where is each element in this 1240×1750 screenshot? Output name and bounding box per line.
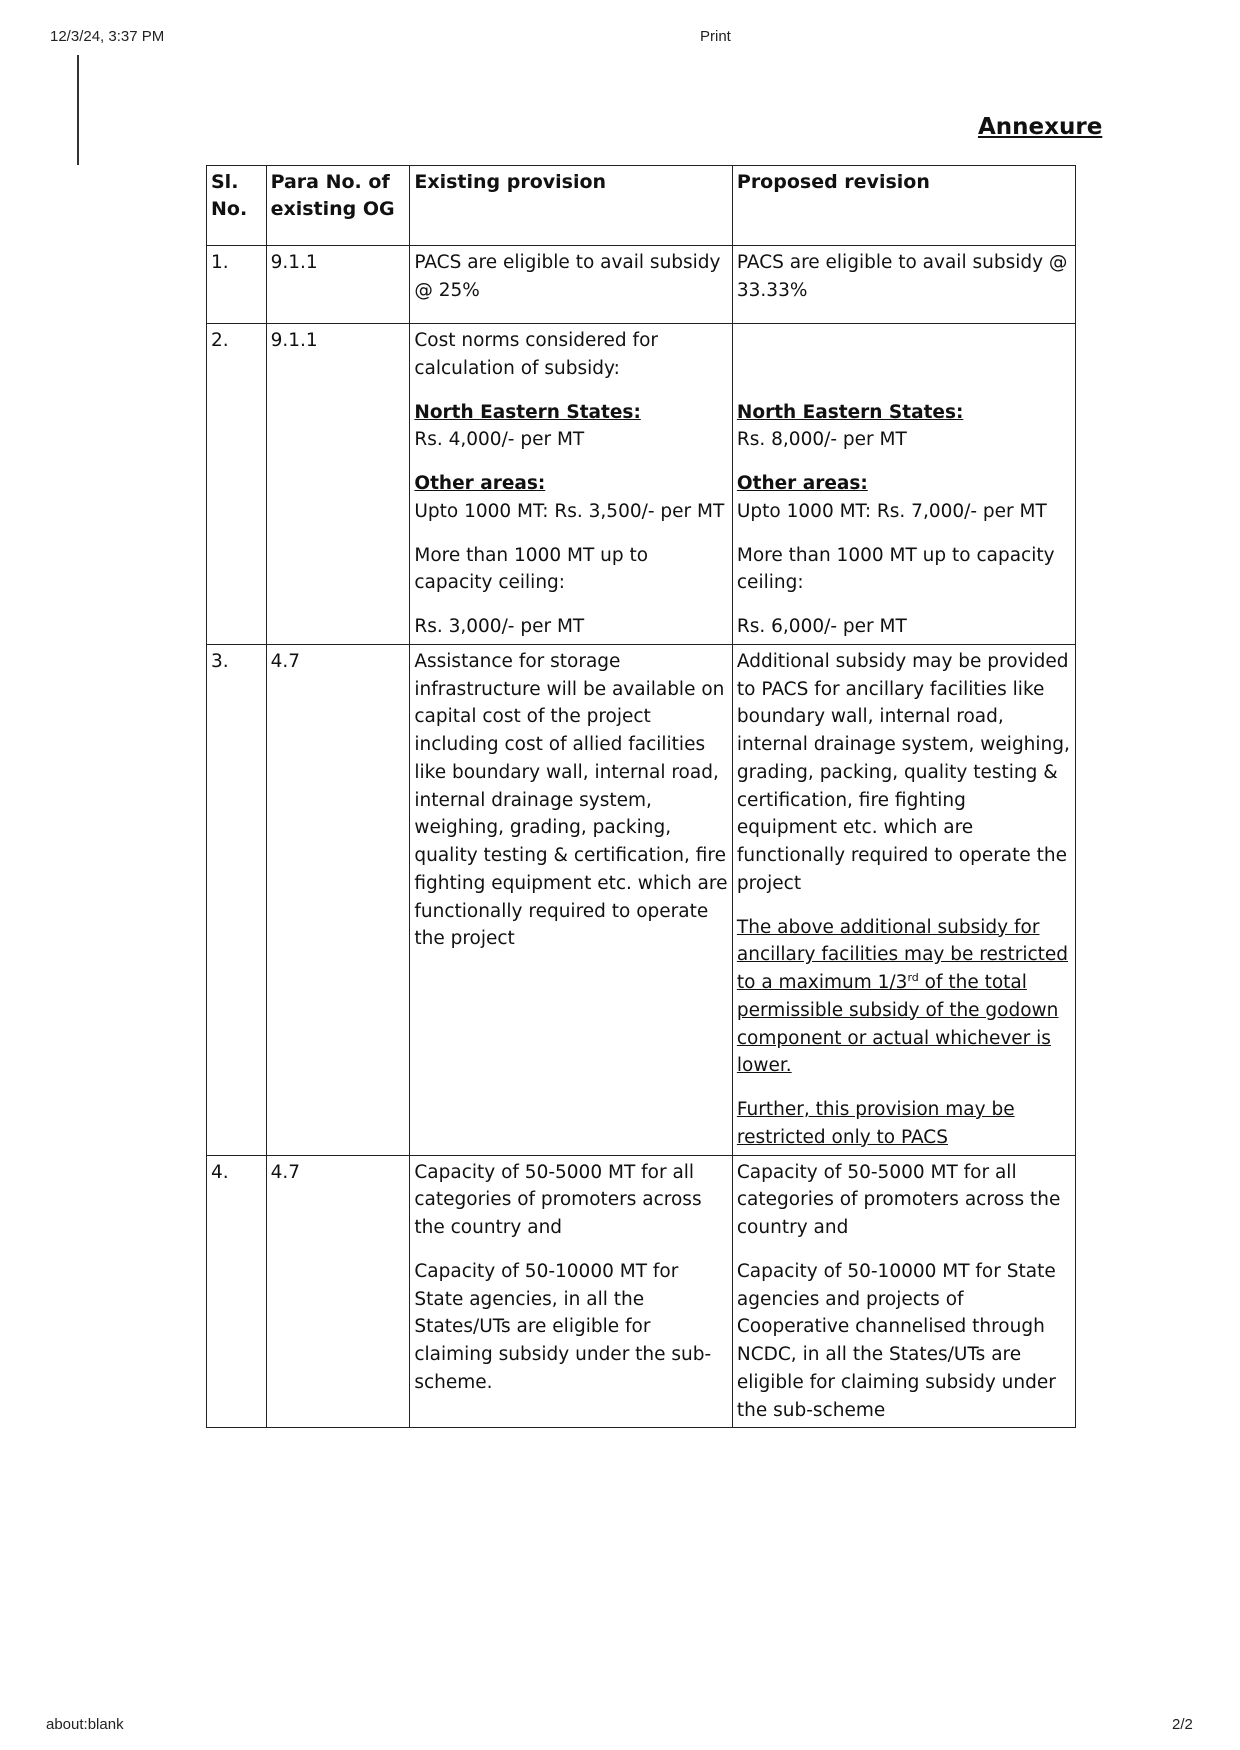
header-para-no: Para No. of existing OG bbox=[266, 166, 410, 246]
provision-table bbox=[206, 165, 1076, 1428]
row-1-existing: PACS are eligible to avail subsidy @ 25% bbox=[410, 246, 733, 324]
print-page-title: Print bbox=[700, 28, 731, 45]
header-sl-no: Sl. No. bbox=[207, 166, 267, 246]
row-2-proposed-more-value: Rs. 6,000/- per MT bbox=[736, 616, 907, 637]
row-4-existing-p2: Capacity of 50-10000 MT for State agencies, in all the States/UTs are eligible for claiming subsidy under the sub-scheme. bbox=[414, 1260, 712, 1393]
row-2-existing-ne-value: Rs. 4,000/- per MT bbox=[414, 429, 585, 451]
row-2-existing-other-heading: Other areas: bbox=[414, 473, 546, 494]
table-header-row bbox=[207, 166, 1076, 246]
row-2-proposed-spacer bbox=[737, 327, 1071, 383]
margin-line bbox=[77, 55, 79, 165]
row-2-sl: 2. bbox=[207, 324, 267, 645]
print-timestamp: 12/3/24, 3:37 PM bbox=[50, 28, 165, 45]
header-proposed-revision: Proposed revision bbox=[732, 166, 1075, 246]
row-2-proposed-ne-value: Rs. 8,000/- per MT bbox=[736, 429, 907, 451]
row-3-proposed-note-1-b: of the total permissible subsidy of the godown component or actual whichever is lower. bbox=[736, 972, 1059, 1077]
table-row bbox=[207, 324, 1076, 645]
row-2-proposed-more: More than 1000 MT up to capacity ceiling: bbox=[736, 544, 1055, 594]
header-existing-provision: Existing provision bbox=[410, 166, 733, 246]
annexure-heading: Annexure bbox=[978, 114, 1103, 140]
row-2-proposed-other-heading: Other areas: bbox=[736, 473, 868, 494]
row-3-proposed-note-1 bbox=[737, 914, 1071, 1081]
print-url: about:blank bbox=[46, 1716, 124, 1733]
row-4-proposed-p2: Capacity of 50-10000 MT for State agencies and projects of Cooperative channelised through NCDC, in all the States/UTs are eligible for claiming subsidy under the sub-scheme bbox=[736, 1260, 1056, 1421]
row-1-proposed: PACS are eligible to avail subsidy @ 33.33% bbox=[732, 246, 1075, 324]
row-4-existing bbox=[410, 1155, 733, 1428]
row-1-para: 9.1.1 bbox=[266, 246, 410, 324]
row-3-para: 4.7 bbox=[266, 644, 410, 1155]
row-4-existing-p1: Capacity of 50-5000 MT for all categories of promoters across the country and bbox=[414, 1161, 702, 1238]
row-2-proposed-upto: Upto 1000 MT: Rs. 7,000/- per MT bbox=[736, 500, 1047, 522]
row-3-existing: Assistance for storage infrastructure will be available on capital cost of the project including cost of allied facilities like boundary wall, internal road, internal drainage system, weighing, grading, packing, quality testing & certification, fire fighting equipment etc. which are functionally required to operate the project bbox=[410, 644, 733, 1155]
row-2-existing bbox=[410, 324, 733, 645]
row-1-sl: 1. bbox=[207, 246, 267, 324]
row-4-proposed-p1: Capacity of 50-5000 MT for all categories of promoters across the country and bbox=[736, 1161, 1061, 1238]
row-2-existing-more-value: Rs. 3,000/- per MT bbox=[414, 616, 585, 637]
row-2-para: 9.1.1 bbox=[266, 324, 410, 645]
row-3-sl: 3. bbox=[207, 644, 267, 1155]
row-3-proposed-note-1-a: The above additional subsidy for ancillary facilities may be restricted to a maximum 1/3 bbox=[736, 916, 1069, 993]
row-4-sl: 4. bbox=[207, 1155, 267, 1428]
table-row bbox=[207, 1155, 1076, 1428]
row-2-existing-ne-heading: North Eastern States: bbox=[414, 401, 641, 423]
print-page-number: 2/2 bbox=[1172, 1716, 1193, 1733]
row-2-proposed-ne-heading: North Eastern States: bbox=[736, 401, 964, 423]
row-4-proposed bbox=[732, 1155, 1075, 1428]
row-4-para: 4.7 bbox=[266, 1155, 410, 1428]
table-row bbox=[207, 644, 1076, 1155]
row-3-proposed-note-1-sup: rd bbox=[907, 970, 919, 984]
row-3-proposed-main: Additional subsidy may be provided to PACS for ancillary facilities like boundary wall, internal road, internal drainage system, weighing, grading, packing, quality testing & certification, fire fighting equipment etc. which are functionally required to operate the project bbox=[736, 650, 1070, 894]
row-2-proposed bbox=[732, 324, 1075, 645]
row-2-existing-upto: Upto 1000 MT: Rs. 3,500/- per MT bbox=[414, 500, 725, 522]
row-2-existing-more: More than 1000 MT up to capacity ceiling: bbox=[414, 544, 649, 594]
table-row bbox=[207, 246, 1076, 324]
row-3-proposed bbox=[732, 644, 1075, 1155]
row-3-proposed-note-2: Further, this provision may be restricted only to PACS bbox=[736, 1099, 1015, 1148]
row-2-existing-intro: Cost norms considered for calculation of subsidy: bbox=[414, 330, 658, 379]
